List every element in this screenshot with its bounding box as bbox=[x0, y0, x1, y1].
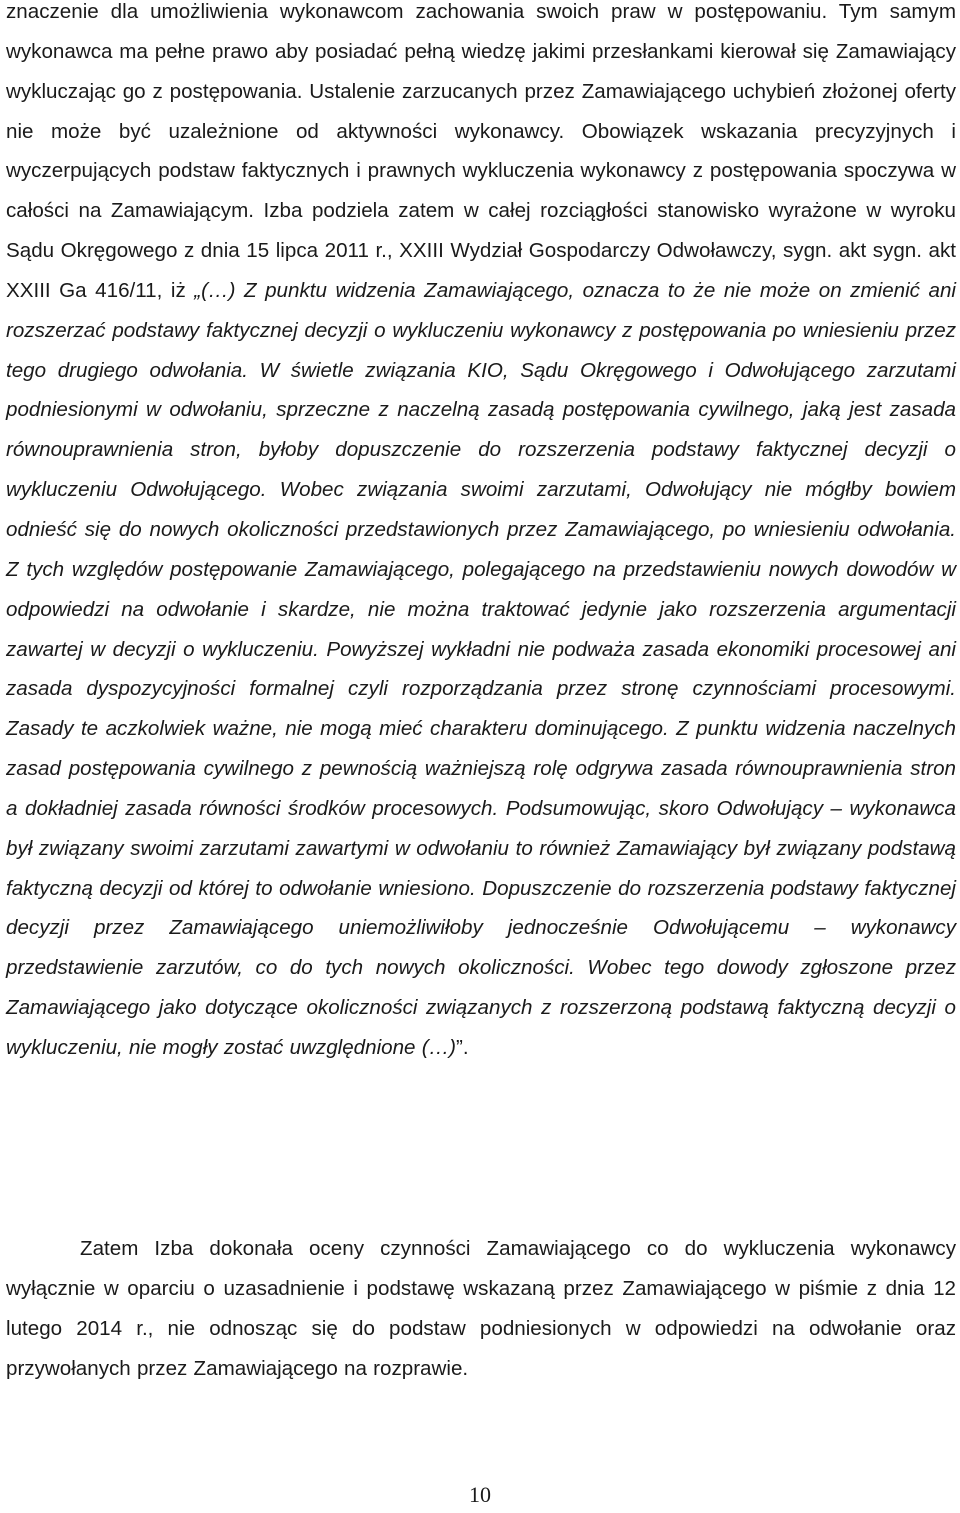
quotation-italic: „(…) Z punktu widzenia Zamawiającego, oznacza to że nie może on zmienić ani rozszerzać podstawy faktycznej decyzji o wykluczeniu wykonawcy z postępowania po wniesieniu przez tego drugiego odwołania. bbox=[6, 278, 956, 382]
paragraph-1-part-1: znaczenie dla umożliwienia wykonawcom zachowania swoich praw w postępowaniu. Tym samym wykonawca ma pełne prawo aby posiadać pełną wiedzę jakimi przesłankami kierował się Zamawiający wykluczając go z postępowania. Ustalenie zarzucanych przez Zamawiającego uchybień złożonej oferty nie może być uzależnione od aktywności wykonawcy. Obowiązek wskazania precyzyjnych i wyczerpujących podstaw faktycznych i prawnych wykluczenia wykonawcy z postępowania spoczywa w całości na Zamawiającym. Izba podziela zatem w całej rozciągłości stanowisko wyrażone w wyroku Sądu Okręgowego z dnia 15 lipca 2011 r., XXIII Wydział Gospodarczy Odwoławczy, sygn. akt sygn. akt XXIII Ga 416/11, iż bbox=[6, 0, 956, 302]
paragraph-2: Zatem Izba dokonała oceny czynności Zamawiającego co do wykluczenia wykonawcy wyłącznie w oparciu o uzasadnienie i podstawę wskazaną przez Zamawiającego w piśmie z dnia 12 lutego 2014 r., nie odnosząc się do podstaw podniesionych w odpowiedzi na odwołanie oraz przywołanych przez Zamawiającego na rozprawie. bbox=[6, 1237, 956, 1380]
paragraph-1 bbox=[6, 0, 956, 1068]
page-number: 10 bbox=[469, 1482, 491, 1507]
quotation-italic-continued: W świetle związania KIO, Sądu Okręgowego i Odwołującego zarzutami podniesionymi w odwołaniu, sprzeczne z naczelną zasadą postępowania cywilnego, jaką jest zasada równouprawnienia stron, byłoby dopuszczenie do rozszerzenia podstawy faktycznej decyzji o wykluczeniu Odwołującego. Wobec związania swoimi zarzutami, Odwołujący nie mógłby bowiem odnieść się do nowych okoliczności przedstawionych przez Zamawiającego, po wniesieniu odwołania. Z tych względów postępowanie Zamawiającego, polegającego na przedstawieniu nowych dowodów w odpowiedzi na odwołanie i skardze, nie można traktować jedynie jako rozszerzenia argumentacji zawartej w decyzji o wykluczeniu. Powyższej wykładni nie podważa zasada ekonomiki procesowej ani zasada dyspozycyjności formalnej czyli rozporządzania przez stronę czynnościami procesowymi. Zasady te aczkolwiek ważne, nie mogą mieć charakteru dominującego. Z punktu widzenia naczelnych zasad postępowania cywilnego z pewnością ważniejszą rolę odgrywa zasada równouprawnienia stron a dokładniej zasada równości środków procesowych. Podsumowując, skoro Odwołujący – wykonawca był związany swoimi zarzutami zawartymi w odwołaniu to również Zamawiający był związany podstawą faktyczną decyzji od której to odwołanie wniesiono. Dopuszczenie do rozszerzenia podstawy faktycznej decyzji przez Zamawiającego uniemożliwiłoby jednocześnie Odwołującemu – wykonawcy przedstawienie zarzutów, co do tych nowych okoliczności. Wobec tego dowody zgłoszone przez Zamawiającego jako dotyczące okoliczności związanych z rozszerzoną podstawą faktyczną decyzji o wykluczeniu, nie mogły zostać uwzględnione (…) bbox=[6, 358, 956, 1059]
quotation-end: ”. bbox=[456, 1035, 469, 1059]
